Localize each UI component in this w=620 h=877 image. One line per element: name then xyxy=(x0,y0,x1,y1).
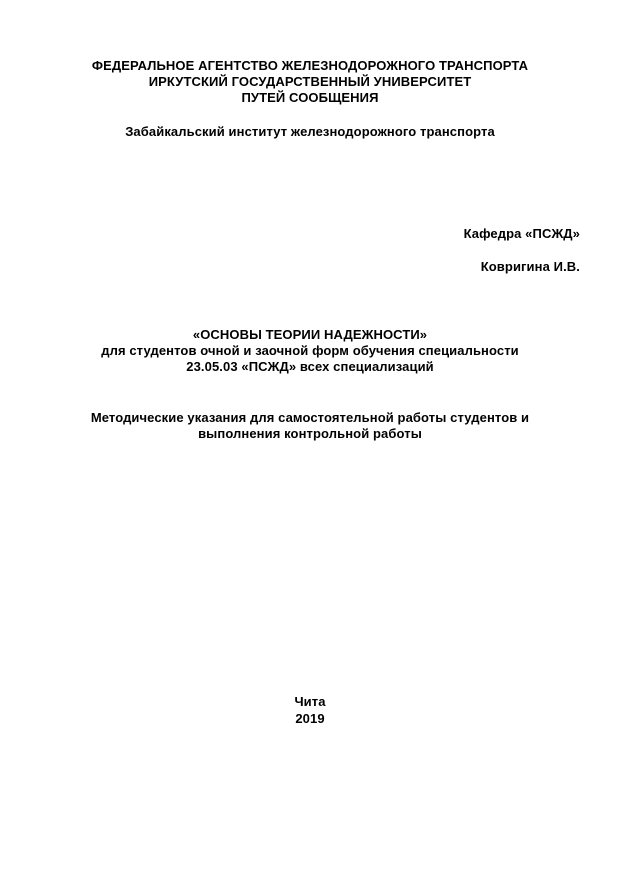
author-name: Ковригина И.В. xyxy=(480,259,580,274)
document-subtitle: для студентов очной и заочной форм обучения специальности xyxy=(101,343,519,358)
specialty-code: 23.05.03 «ПСЖД» всех специализаций xyxy=(186,359,434,374)
city-name: Чита xyxy=(294,694,326,709)
agency-name: ФЕДЕРАЛЬНОЕ АГЕНТСТВО ЖЕЛЕЗНОДОРОЖНОГО ТРАНСПОРТА xyxy=(91,58,529,73)
university-name-continued: ПУТЕЙ СООБЩЕНИЯ xyxy=(241,90,379,105)
institute-name: Забайкальский институт железнодорожного транспорта xyxy=(125,124,495,139)
publication-year: 2019 xyxy=(295,711,325,726)
document-description: Методические указания для самостоятельной работы студентов и xyxy=(90,410,530,425)
department-name: Кафедра «ПСЖД» xyxy=(463,226,580,241)
document-title: «ОСНОВЫ ТЕОРИИ НАДЕЖНОСТИ» xyxy=(192,327,428,342)
document-description-continued: выполнения контрольной работы xyxy=(198,426,422,441)
university-name: ИРКУТСКИЙ ГОСУДАРСТВЕННЫЙ УНИВЕРСИТЕТ xyxy=(148,74,472,89)
